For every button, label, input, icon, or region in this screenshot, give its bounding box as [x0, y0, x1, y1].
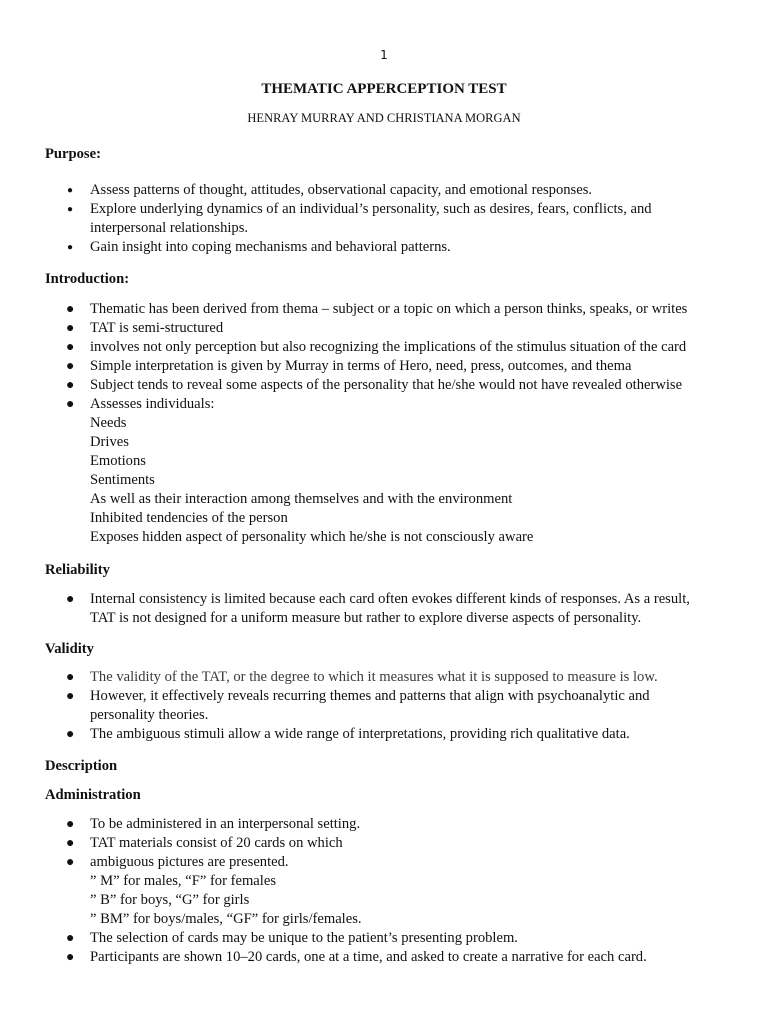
purpose-heading: Purpose: — [45, 146, 101, 162]
bullet-icon: ● — [66, 397, 75, 412]
list-item: ● Assesses individuals: — [66, 396, 215, 412]
bullet-icon: ● — [67, 204, 74, 215]
purpose-list — [0, 181, 768, 257]
list-item: ● Gain insight into coping mechanisms and behavioral patterns. — [67, 239, 451, 255]
list-item: ● TAT materials consist of 20 cards on which — [66, 835, 343, 851]
document-subtitle: HENRAY MURRAY AND CHRISTIANA MORGAN — [247, 111, 521, 125]
description-heading: Description — [45, 758, 118, 774]
bullet-icon: ● — [66, 855, 75, 870]
bullet-icon: ● — [66, 592, 75, 607]
bullet-icon: ● — [66, 950, 75, 965]
list-item: ● Simple interpretation is given by Murray in terms of Hero, need, press, outcomes, and thema — [66, 358, 632, 374]
sub-list-item: Sentiments — [90, 472, 155, 488]
bullet-icon: ● — [67, 242, 74, 253]
validity-heading: Validity — [45, 641, 94, 657]
sub-list-item: ” M” for males, “F” for females — [90, 873, 276, 889]
sub-list-item: ” BM” for boys/males, “GF” for girls/females. — [90, 911, 362, 927]
reliability-heading: Reliability — [45, 562, 110, 578]
bullet-icon: ● — [66, 302, 75, 317]
introduction-heading: Introduction: — [45, 271, 130, 287]
sub-list-item: Drives — [90, 434, 129, 450]
reliability-list — [0, 590, 768, 628]
bullet-icon: ● — [66, 689, 75, 704]
sub-list-item: Emotions — [90, 453, 146, 469]
list-item: ● involves not only perception but also recognizing the implications of the stimulus situation of the card — [66, 339, 687, 355]
bullet-icon: ● — [66, 359, 75, 374]
sub-list-item: Inhibited tendencies of the person — [90, 510, 288, 526]
list-item: ● Assess patterns of thought, attitudes, observational capacity, and emotional responses. — [67, 182, 593, 198]
administration-heading: Administration — [45, 787, 141, 803]
list-item: ● Explore underlying dynamics of an individual’s personality, such as desires, fears, conflicts, and interpersonal relationships. — [67, 201, 652, 236]
list-item: ● To be administered in an interpersonal setting. — [66, 816, 361, 832]
administration-list — [0, 815, 768, 967]
list-item: ● However, it effectively reveals recurring themes and patterns that align with psychoanalytic and personality theories. — [66, 688, 650, 723]
page-number: 1 — [380, 48, 388, 62]
bullet-icon: ● — [66, 727, 75, 742]
sub-list-item: Needs — [90, 415, 127, 431]
bullet-icon: ● — [66, 321, 75, 336]
list-item: ● The validity of the TAT, or the degree to which it measures what it is supposed to measure is low. — [66, 669, 658, 685]
sub-list-item: ” B” for boys, “G” for girls — [90, 892, 250, 908]
list-item: ● The selection of cards may be unique to the patient’s presenting problem. — [66, 930, 518, 946]
bullet-icon: ● — [66, 817, 75, 832]
bullet-icon: ● — [66, 378, 75, 393]
list-item: ● TAT is semi-structured — [66, 320, 224, 336]
sub-list-item: As well as their interaction among themselves and with the environment — [90, 491, 513, 507]
bullet-icon: ● — [66, 340, 75, 355]
document-title: THEMATIC APPERCEPTION TEST — [261, 81, 507, 97]
sub-list-item: Exposes hidden aspect of personality which he/she is not consciously aware — [90, 529, 534, 545]
list-item: ● The ambiguous stimuli allow a wide range of interpretations, providing rich qualitative data. — [66, 726, 630, 742]
bullet-icon: ● — [67, 185, 74, 196]
list-item: ● Thematic has been derived from thema – subject or a topic on which a person thinks, speaks, or writes — [66, 301, 688, 317]
bullet-icon: ● — [66, 836, 75, 851]
validity-list — [0, 668, 768, 744]
list-item: ● Subject tends to reveal some aspects of the personality that he/she would not have revealed otherwise — [66, 377, 683, 393]
bullet-icon: ● — [66, 931, 75, 946]
introduction-list — [0, 300, 768, 547]
list-item: ● ambiguous pictures are presented. — [66, 854, 289, 870]
bullet-icon: ● — [66, 670, 75, 685]
list-item: ● Internal consistency is limited because each card often evokes different kinds of responses. As a result, TAT is not designed for a uniform measure but rather to explore diverse aspects of personality. — [66, 591, 690, 626]
list-item: ● Participants are shown 10–20 cards, one at a time, and asked to create a narrative for each card. — [66, 949, 647, 965]
